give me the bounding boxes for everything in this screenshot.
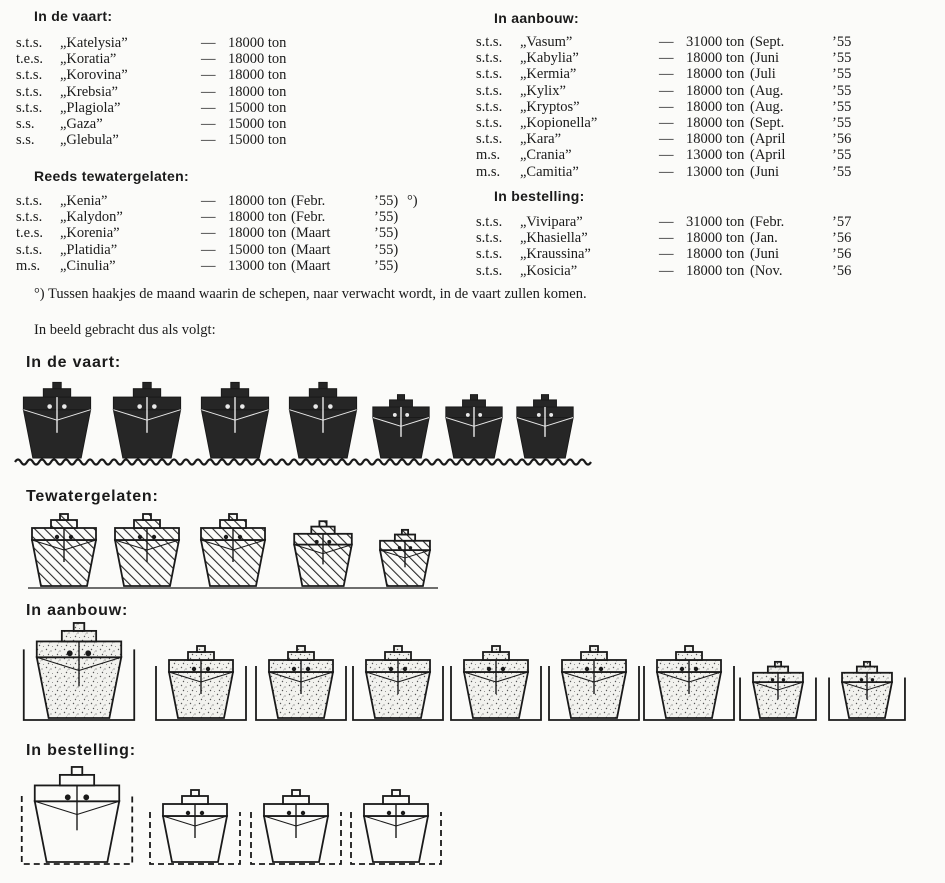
ship-year: ’55 [832,115,852,131]
intro-text: In beeld gebracht dus als volgt: [34,322,216,338]
ship-tonnage: 18000 ton [228,67,287,84]
ship-year: ’55) [374,241,399,258]
ship-month: (Nov. [750,262,783,279]
ship-name: „Kabylia” [520,50,579,67]
launched-ship-icon [380,530,430,586]
ship-name: „Kylix” [520,82,566,99]
ship-name: „Plagiola” [60,99,121,116]
ship-in-service-icon [446,395,502,458]
ship-type: t.e.s. [16,51,43,68]
ship-month: (Aug. [750,82,784,99]
ship-name: „Khasiella” [520,230,588,247]
ship-type: s.t.s. [16,193,43,209]
ship-name: „Koratia” [60,51,117,68]
ship-dash: — [201,99,216,116]
footnote: °) Tussen haakjes de maand waarin de schepen, naar verwacht wordt, in de vaart zullen komen. [34,286,587,302]
ship-dash: — [659,115,674,131]
ship-dash: — [659,230,674,247]
ship-name: „Kara” [520,131,562,148]
ship-type: s.t.s. [476,50,503,67]
ship-under-construction-icon [657,646,721,718]
ship-name: „Crania” [520,147,572,164]
launched-ship-icon [201,514,265,586]
ship-tonnage: 15000 ton [228,99,287,116]
picture-heading-aanbouw: In aanbouw: [26,602,129,619]
ship-dash: — [659,262,674,279]
ship-year: ’55) [374,257,399,274]
ship-type: s.t.s. [476,34,503,50]
ship-type: s.t.s. [476,230,503,247]
ship-month: (Juli [750,66,776,83]
bestelling-heading: In bestelling: [494,188,585,204]
ship-year: ’55) [374,209,399,226]
picture-heading-vaart: In de vaart: [26,354,121,371]
water-waves [15,460,591,465]
ship-month: (Febr. [291,193,326,209]
ship-tonnage: 18000 ton [686,246,745,263]
ship-tonnage: 13000 ton [228,257,287,274]
ship-dash: — [659,147,674,164]
ship-month: (Febr. [291,209,326,226]
ship-type: m.s. [476,163,501,180]
ship-dash: — [201,67,216,84]
ship-tonnage: 18000 ton [228,83,287,100]
ship-year: ’55) [374,193,399,209]
ship-dash: — [659,131,674,148]
ship-month: (April [750,147,786,164]
ship-tonnage: 18000 ton [228,193,287,209]
ship-dash: — [659,214,674,230]
ordered-ship-icon [264,790,328,862]
ship-tonnage: 18000 ton [228,209,287,226]
ship-dash: — [659,98,674,115]
ship-type: t.e.s. [16,225,43,242]
launched-ship-icon [294,521,352,586]
aanbouw-heading: In aanbouw: [494,10,579,26]
ship-tonnage: 31000 ton [686,214,745,230]
ship-name: „Katelysia” [60,35,128,51]
ordered-ship-icon [364,790,428,862]
ship-year: ’55 [832,98,852,115]
ship-name: „Gaza” [60,116,103,132]
ship-type: s.t.s. [476,98,503,115]
ship-month: (Maart [291,257,331,274]
ship-under-construction-icon [464,646,528,718]
ship-month: (Juni [750,50,779,67]
ship-dash: — [201,83,216,100]
ship-dash: — [659,50,674,67]
ship-in-service-icon [201,382,268,458]
picture-heading-bestelling: In bestelling: [26,742,136,759]
ship-name: „Platidia” [60,241,118,258]
ship-tonnage: 13000 ton [686,163,745,180]
ship-name: „Vasum” [520,34,573,50]
ship-tonnage: 18000 ton [686,82,745,99]
picture-heading-tewatergelaten: Tewatergelaten: [26,488,159,505]
ship-under-construction-icon [842,662,892,718]
ship-name: „Kalydon” [60,209,123,226]
ship-in-service-icon [517,395,573,458]
ship-year: ’56 [832,246,852,263]
ship-month: (April [750,131,786,148]
ship-year: ’56 [832,230,852,247]
ship-year: ’55 [832,147,852,164]
ship-year: ’55) [374,225,399,242]
ship-type: s.t.s. [476,214,503,230]
ship-dash: — [201,35,216,51]
ship-month: (Maart [291,241,331,258]
ship-tonnage: 15000 ton [228,132,287,149]
ship-month: (Sept. [750,115,785,131]
ship-tonnage: 13000 ton [686,147,745,164]
ship-name: „Kenia” [60,193,108,209]
ship-type: s.t.s. [476,115,503,131]
ship-year: ’55 [832,66,852,83]
ship-tonnage: 15000 ton [228,241,287,258]
ship-dash: — [659,34,674,50]
ship-dash: — [201,116,216,132]
ship-name: „Glebula” [60,132,119,149]
ship-tonnage: 18000 ton [686,66,745,83]
ship-year: ’55 [832,163,852,180]
ship-name: „Korenia” [60,225,120,242]
ship-in-service-icon [23,382,90,458]
ship-dash: — [201,132,216,149]
ship-tonnage: 18000 ton [228,225,287,242]
ship-tonnage: 18000 ton [686,131,745,148]
ship-name: „Cinulia” [60,257,116,274]
ship-type: m.s. [16,257,41,274]
ship-type: s.t.s. [476,246,503,263]
ship-year: ’56 [832,131,852,148]
ship-tonnage: 18000 ton [228,51,287,68]
ship-name: „Vivipara” [520,214,583,230]
ship-year: ’57 [832,214,852,230]
ship-in-service-icon [113,382,180,458]
ship-type: s.t.s. [476,82,503,99]
ship-tonnage: 18000 ton [228,35,287,51]
ship-type: s.t.s. [16,209,43,226]
ship-type: s.s. [16,116,35,132]
tewatergelaten-heading: Reeds tewatergelaten: [34,168,189,184]
ship-month: (Jan. [750,230,778,247]
ship-dash: — [201,51,216,68]
ship-year: ’55 [832,82,852,99]
ship-month: (Febr. [750,214,785,230]
ship-name: „Kosicia” [520,262,578,279]
ship-footnote-mark: °) [407,193,418,209]
ship-month: (Aug. [750,98,784,115]
ship-tonnage: 18000 ton [686,98,745,115]
ship-type: s.s. [16,132,35,149]
ship-tonnage: 18000 ton [686,115,745,131]
ship-type: s.t.s. [16,67,43,84]
ship-under-construction-icon [269,646,333,718]
ship-type: m.s. [476,147,501,164]
ship-dash: — [201,193,216,209]
ship-under-construction-icon [169,646,233,718]
ship-tonnage: 15000 ton [228,116,287,132]
vaart-heading: In de vaart: [34,8,113,24]
ship-name: „Kermia” [520,66,577,83]
ship-type: s.t.s. [16,83,43,100]
ship-type: s.t.s. [16,99,43,116]
ship-dash: — [201,241,216,258]
ship-tonnage: 31000 ton [686,34,745,50]
ship-tonnage: 18000 ton [686,50,745,67]
launched-ship-icon [32,514,96,586]
ship-type: s.t.s. [16,35,43,51]
ship-type: s.t.s. [476,131,503,148]
ship-tonnage: 18000 ton [686,230,745,247]
ship-under-construction-icon [753,662,803,718]
ship-year: ’55 [832,34,852,50]
ship-type: s.t.s. [476,66,503,83]
ship-year: ’55 [832,50,852,67]
ship-name: „Kopionella” [520,115,598,131]
ship-under-construction-icon [37,623,121,718]
ship-name: „Kraussina” [520,246,591,263]
ship-month: (Sept. [750,34,785,50]
ship-dash: — [659,163,674,180]
ordered-ship-icon [163,790,227,862]
ship-in-service-icon [289,382,356,458]
ship-name: „Krebsia” [60,83,118,100]
ship-name: „Kryptos” [520,98,580,115]
ship-dash: — [659,82,674,99]
ship-type: s.t.s. [476,262,503,279]
ship-year: ’56 [832,262,852,279]
ship-month: (Juni [750,163,779,180]
ship-dash: — [201,257,216,274]
ship-name: „Camitia” [520,163,579,180]
ship-dash: — [659,66,674,83]
ship-in-service-icon [373,395,429,458]
ship-month: (Maart [291,225,331,242]
launched-ship-icon [115,514,179,586]
ship-dash: — [201,225,216,242]
ship-dash: — [659,246,674,263]
ordered-ship-icon [35,767,119,862]
ship-type: s.t.s. [16,241,43,258]
ship-tonnage: 18000 ton [686,262,745,279]
ship-dash: — [201,209,216,226]
ship-under-construction-icon [562,646,626,718]
ship-name: „Korovina” [60,67,128,84]
ship-under-construction-icon [366,646,430,718]
ship-month: (Juni [750,246,779,263]
